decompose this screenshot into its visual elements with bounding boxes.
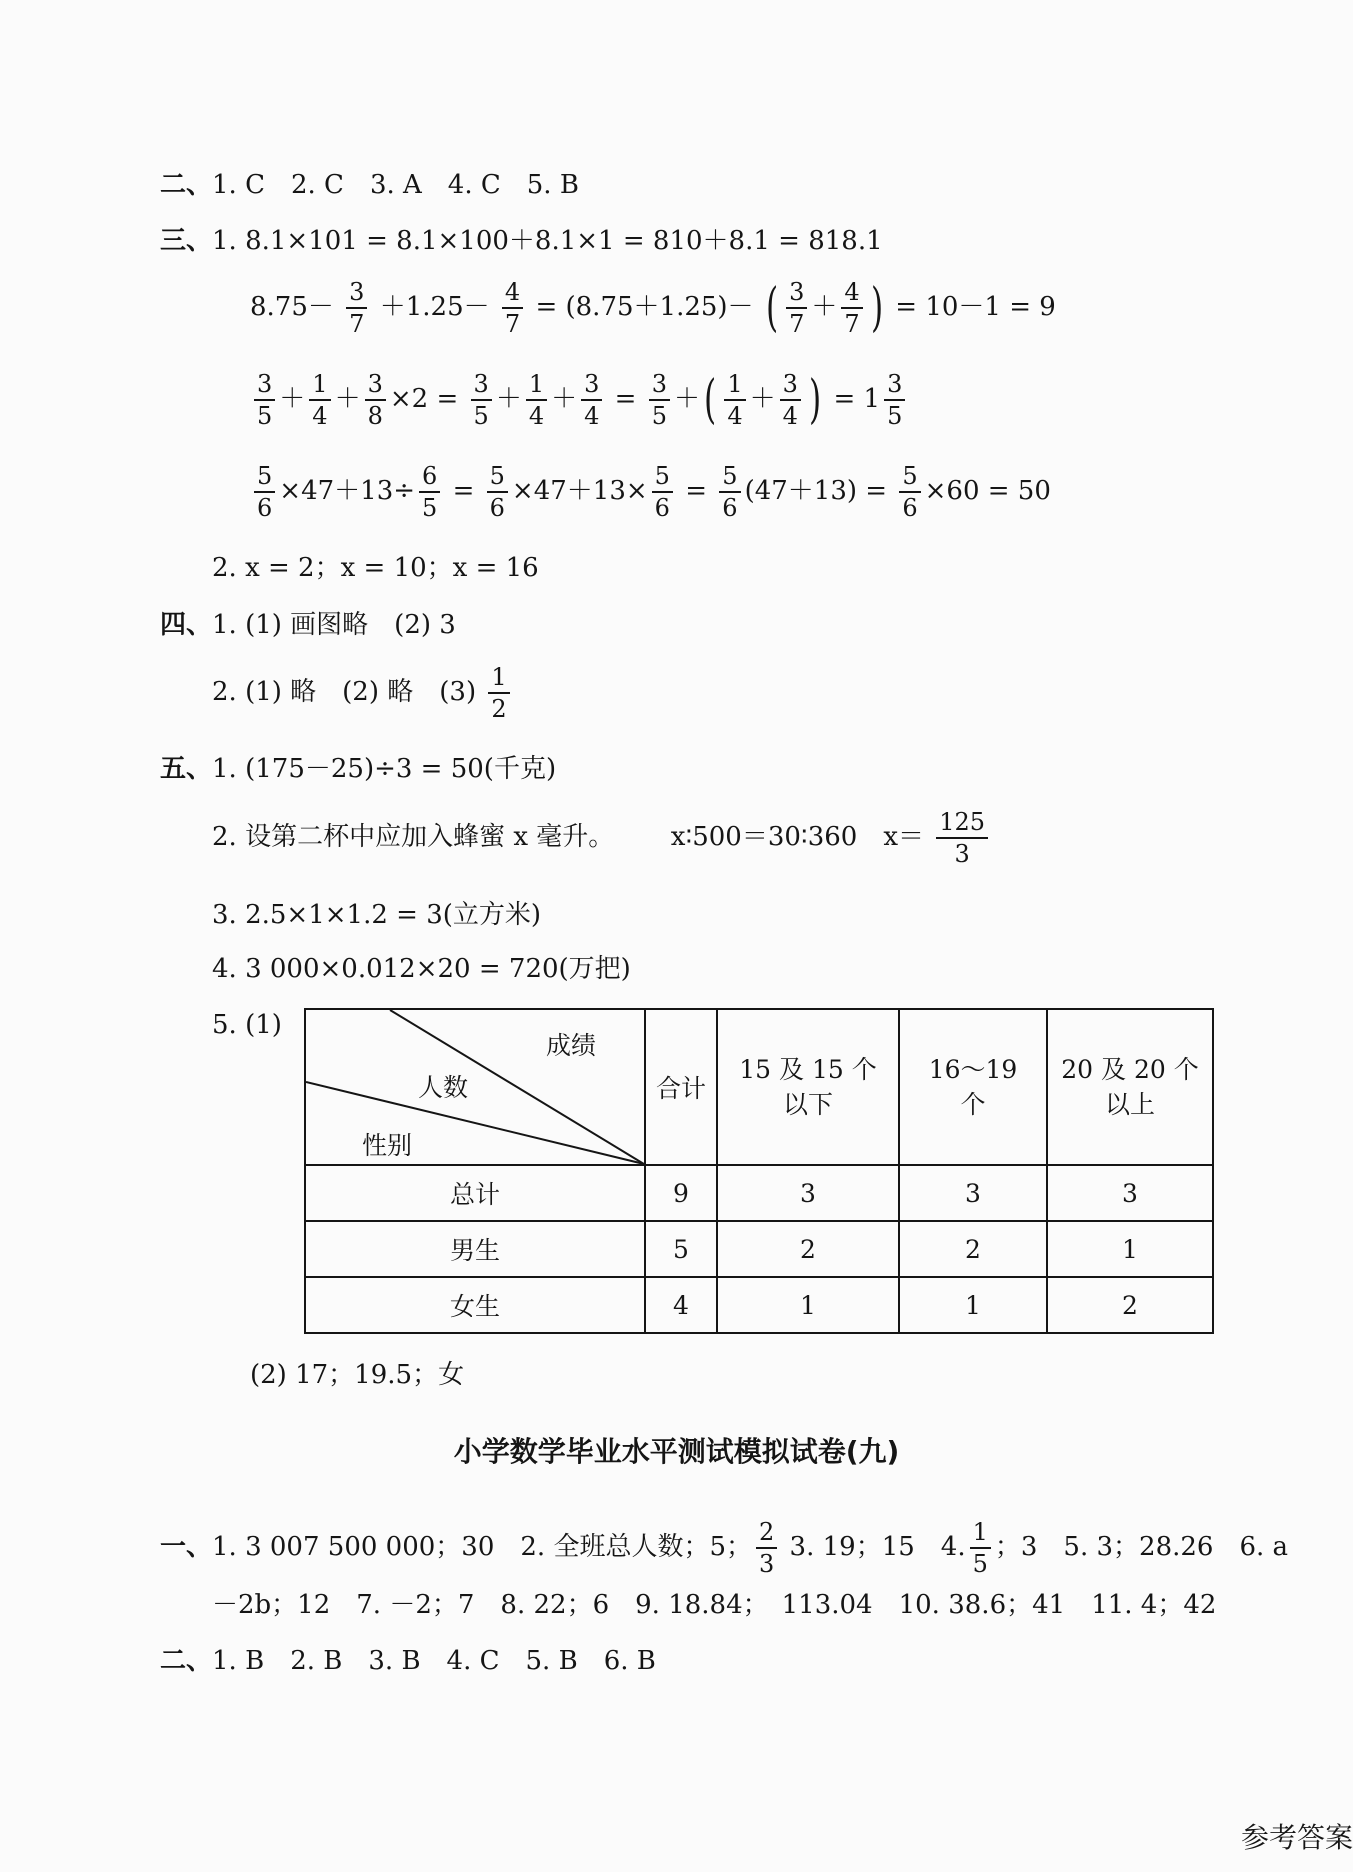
table-cell: 1 (717, 1277, 899, 1333)
right-paren: ) (870, 278, 883, 338)
table-cell: 3 (1047, 1165, 1213, 1221)
section-3-line-4: $\frac{5}{6}$ ×47＋13÷ $\frac{6}{5}$ = $\frac{5}{6}$ ×47＋13× $\frac{5}{6}$ = $\frac{5}{6}$ (47＋13) = $\frac{5}{6}$ ×60 = 50 (250, 464, 1051, 520)
section-3-line-3: $\frac{3}{5}$ ＋ $\frac{1}{4}$ ＋ $\frac{3}{8}$ ×2 = $\frac{3}{5}$ ＋ $\frac{1}{4}$ ＋ $\frac{3}{4}$ = $\frac{3}{5}$ ＋( $\frac{1}{4}$ ＋ $\frac{3}{4}$ ) = 1 $\frac{3}{5}$ (250, 372, 909, 428)
table-header-row (305, 1009, 1213, 1165)
table-cell: 4 (645, 1277, 717, 1333)
table-cell: 2 (717, 1221, 899, 1277)
paper9-section-1-line-2: －2b；12 7. －2；7 8. 22；6 9. 18.84； 113.04 10. 38.6；41 11. 4；42 (212, 1590, 1217, 1620)
section-3-line-1: 三、1. 8.1×101 = 8.1×100＋8.1×1 = 810＋8.1 = 818.1 (160, 226, 883, 256)
section-4-line-1: 四、1. (1) 画图略 (2) 3 (160, 610, 456, 640)
table-cell: 9 (645, 1165, 717, 1221)
score-table (304, 1008, 1214, 1334)
section-5-line-3: 3. 2.5×1×1.2 = 3(立方米) (212, 900, 542, 930)
fraction: $\frac{4}{7}$ (841, 280, 862, 336)
diag-gender-label: 性别 (362, 1131, 413, 1160)
section-3-line-5: 2. x = 2；x = 10；x = 16 (212, 553, 539, 583)
page-footer: 参考答案 (1240, 1821, 1353, 1854)
section-5-line-5: 5. (1) (212, 1010, 282, 1040)
column-header: 20 及 20 个以上 (1047, 1009, 1213, 1165)
row-label: 女生 (305, 1277, 645, 1333)
table-cell: 5 (645, 1221, 717, 1277)
fraction: $\frac{4}{7}$ (502, 280, 523, 336)
section-3-line-2: 8.75－ $\frac{3}{7}$ ＋1.25－ $\frac{4}{7}$ = (8.75＋1.25)－ ( $\frac{3}{7}$ ＋ $\frac{4}{7}$ ) = 10－1 = 9 (250, 278, 1056, 338)
section-2: 二、1. C 2. C 3. A 4. C 5. B (160, 170, 579, 200)
exam-title: 小学数学毕业水平测试模拟试卷(九) (453, 1435, 900, 1468)
diag-score-label: 成绩 (546, 1031, 597, 1060)
table-row (305, 1165, 1213, 1221)
table-cell: 2 (1047, 1277, 1213, 1333)
fraction: $\frac{3}{7}$ (786, 280, 807, 336)
table-cell: 3 (717, 1165, 899, 1221)
table-cell: 2 (899, 1221, 1047, 1277)
table-cell: 1 (899, 1277, 1047, 1333)
table-cell: 3 (899, 1165, 1047, 1221)
section-5-line-2: 2. 设第二杯中应加入蜂蜜 x 毫升。 x∶500＝30∶360 x＝ $\frac{125}{3}$ (212, 810, 992, 866)
column-header: 合计 (645, 1009, 717, 1165)
fraction: $\frac{3}{7}$ (346, 280, 367, 336)
column-header: 16～19 个 (899, 1009, 1047, 1165)
diag-count-label: 人数 (418, 1073, 469, 1102)
section-5-line-1: 五、1. (175－25)÷3 = 50(千克) (160, 754, 557, 784)
left-paren: ( (765, 278, 779, 338)
section-4-line-2: 2. (1) 略 (2) 略 (3) $\frac{1}{2}$ (212, 665, 514, 721)
table-row (305, 1277, 1213, 1333)
table-row (305, 1221, 1213, 1277)
row-label: 总计 (305, 1165, 645, 1221)
section-5-line-6: (2) 17；19.5；女 (250, 1360, 465, 1390)
diagonal-header-cell (305, 1009, 645, 1165)
section-5-line-4: 4. 3 000×0.012×20 = 720(万把) (212, 954, 631, 984)
column-header: 15 及 15 个以下 (717, 1009, 899, 1165)
paper9-section-1-line-1: 一、1. 3 007 500 000；30 2. 全班总人数；5； $\frac{2}{3}$ 3. 19；15 4. $\frac{1}{5}$ ；3 5. 3；28.26 6. a (160, 1518, 1289, 1578)
row-label: 男生 (305, 1221, 645, 1277)
table-cell: 1 (1047, 1221, 1213, 1277)
paper9-section-2: 二、1. B 2. B 3. B 4. C 5. B 6. B (160, 1646, 656, 1676)
